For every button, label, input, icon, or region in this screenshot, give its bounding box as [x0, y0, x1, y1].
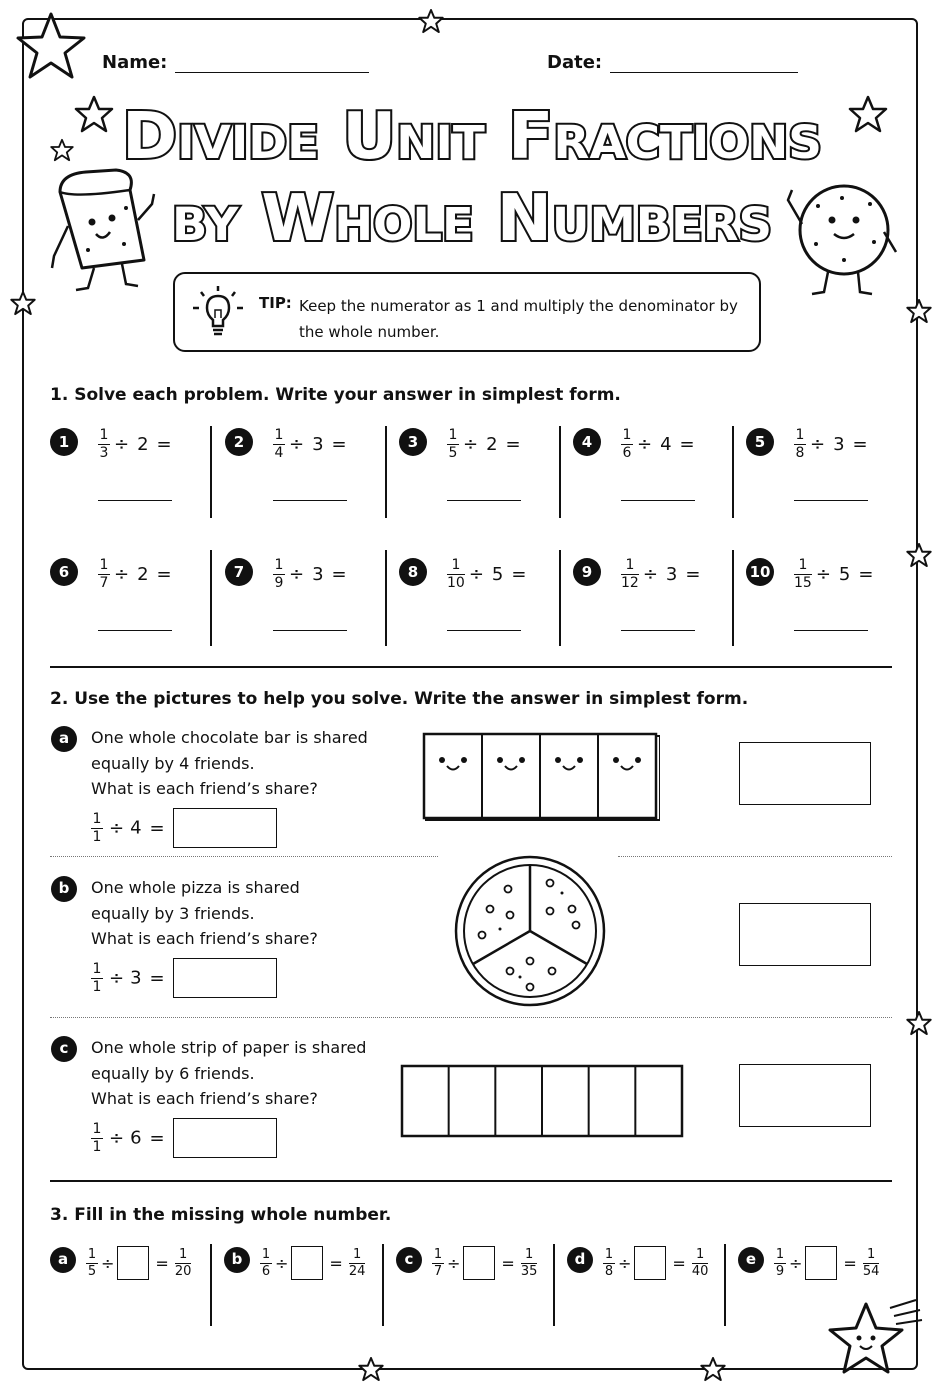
numerator: 1: [92, 960, 102, 977]
answer-line[interactable]: [273, 500, 347, 501]
column-divider: [210, 550, 212, 646]
numerator: 1: [795, 427, 805, 443]
fraction: [91, 1122, 103, 1155]
divisor: 5: [491, 564, 504, 585]
denominator: 6: [622, 445, 632, 461]
part-text-line: equally by 6 friends.: [91, 1063, 255, 1083]
missing-number-box[interactable]: [117, 1246, 149, 1280]
problem-expression: $\frac{1}{5}$ ÷ 2 =: [448, 427, 521, 461]
star-icon: [906, 1010, 932, 1036]
fraction: [349, 1248, 366, 1279]
fraction: [447, 558, 465, 591]
name-field[interactable]: [102, 52, 369, 73]
problem-10: [746, 558, 886, 668]
denominator: 15: [794, 575, 812, 591]
answer-line[interactable]: [98, 500, 172, 501]
denominator: 24: [348, 1263, 366, 1279]
toast-character-icon: [46, 164, 166, 296]
fraction: [794, 428, 806, 461]
fraction: [175, 1248, 192, 1279]
part-letter-a: a: [51, 726, 77, 752]
part-expression: $\frac{1}{1}$ ÷ 6 =: [91, 1118, 277, 1158]
problem-1: [50, 428, 190, 538]
star-icon: [50, 138, 74, 162]
numerator: 1: [352, 1246, 362, 1262]
numerator: 1: [178, 1246, 188, 1262]
section3-title: 3. Fill in the missing whole number.: [50, 1205, 392, 1225]
fraction: [521, 1248, 538, 1279]
problem-expression: $\frac{1}{7}$ ÷ 2 =: [99, 557, 172, 591]
part-text-line: One whole pizza is shared: [91, 878, 300, 897]
problem-number: 4: [573, 428, 601, 456]
section2-title: 2. Use the pictures to help you solve. Write the answer in simplest form.: [50, 689, 749, 709]
star-icon: [906, 298, 932, 324]
problem-expression: $\frac{1}{15}$ ÷ 5 =: [794, 557, 874, 591]
title-line2: by Whole Numbers: [172, 182, 772, 256]
divisor: 2: [137, 564, 149, 585]
divisor: 4: [660, 434, 672, 455]
problem-6: [50, 558, 190, 668]
fill-item-d: $\frac{1}{8}$ ÷ = $\frac{1}{40}$: [604, 1246, 709, 1279]
fraction: [774, 1248, 786, 1279]
problem-7: [225, 558, 365, 668]
fraction: [432, 1248, 444, 1279]
answer-box-c[interactable]: [739, 1064, 871, 1127]
star-icon: [418, 8, 444, 34]
divisor: 2: [486, 434, 498, 455]
problem-number: 5: [746, 428, 774, 456]
star-icon: [700, 1356, 726, 1382]
tip-label: TIP:: [259, 294, 292, 312]
divisor: 3: [833, 434, 845, 455]
divisor: 3: [312, 434, 324, 455]
divisor: 4: [130, 817, 142, 839]
fraction: [273, 558, 285, 591]
name-label: Name:: [102, 52, 168, 73]
fraction: [98, 428, 110, 461]
problem-expression: $\frac{1}{12}$ ÷ 3 =: [621, 557, 701, 591]
divisor: 6: [130, 1127, 142, 1149]
date-label: Date:: [547, 52, 603, 73]
expression-answer-box[interactable]: [173, 1118, 277, 1158]
fraction: [98, 558, 110, 591]
star-icon: [10, 290, 36, 316]
answer-box-b[interactable]: [739, 903, 871, 966]
denominator: 40: [691, 1263, 709, 1279]
missing-number-box[interactable]: [805, 1246, 837, 1280]
column-divider: [385, 426, 387, 518]
chocolate-bar-picture: [420, 730, 660, 822]
denominator: 1: [92, 1138, 102, 1155]
numerator: 1: [451, 557, 461, 573]
denominator: 9: [274, 575, 284, 591]
fill-letter-a: a: [50, 1247, 76, 1273]
fill-item-c: $\frac{1}{7}$ ÷ = $\frac{1}{35}$: [433, 1246, 538, 1279]
numerator: 1: [99, 427, 109, 443]
fill-item-b: $\frac{1}{6}$ ÷ = $\frac{1}{24}$: [261, 1246, 366, 1279]
fill-item-a: $\frac{1}{5}$ ÷ = $\frac{1}{20}$: [87, 1246, 192, 1279]
answer-line[interactable]: [621, 500, 695, 501]
column-divider: [724, 1244, 726, 1326]
column-divider: [559, 550, 561, 646]
tip-box: [173, 272, 761, 352]
answer-line[interactable]: [794, 500, 868, 501]
column-divider: [210, 426, 212, 518]
smiling-star-icon: [826, 1298, 926, 1384]
denominator: 9: [775, 1263, 785, 1279]
column-divider: [385, 550, 387, 646]
problem-number: 9: [573, 558, 601, 586]
fraction: [603, 1248, 615, 1279]
expression-answer-box[interactable]: [173, 808, 277, 848]
denominator: 7: [99, 575, 109, 591]
star-icon: [14, 10, 88, 84]
fraction: [692, 1248, 709, 1279]
fraction: [273, 428, 285, 461]
answer-box-a[interactable]: [739, 742, 871, 805]
problem-number: 7: [225, 558, 253, 586]
dotted-divider: [50, 1017, 892, 1018]
divider: [50, 1180, 892, 1182]
numerator: 1: [274, 557, 284, 573]
answer-line[interactable]: [273, 630, 347, 631]
part-letter-b: b: [51, 876, 77, 902]
problem-5: [746, 428, 886, 538]
pizza-picture: [452, 853, 608, 1009]
divider: [50, 666, 892, 668]
answer-line[interactable]: [447, 500, 521, 501]
numerator: 1: [798, 557, 808, 573]
numerator: 1: [524, 1246, 534, 1262]
divisor: 3: [130, 967, 142, 989]
numerator: 1: [604, 1246, 614, 1262]
denominator: 1: [92, 828, 102, 845]
answer-line[interactable]: [98, 630, 172, 631]
numerator: 1: [448, 427, 458, 443]
section1-title: 1. Solve each problem. Write your answer in simplest form.: [50, 385, 621, 405]
answer-line[interactable]: [621, 630, 695, 631]
problem-number: 6: [50, 558, 78, 586]
numerator: 1: [261, 1246, 271, 1262]
missing-number-box[interactable]: [463, 1246, 495, 1280]
missing-number-box[interactable]: [634, 1246, 666, 1280]
divisor: 2: [137, 434, 149, 455]
numerator: 1: [87, 1246, 97, 1262]
numerator: 1: [92, 810, 102, 827]
fraction: [86, 1248, 98, 1279]
numerator: 1: [274, 427, 284, 443]
column-divider: [553, 1244, 555, 1326]
numerator: 1: [695, 1246, 705, 1262]
denominator: 10: [447, 575, 465, 591]
denominator: 8: [795, 445, 805, 461]
column-divider: [382, 1244, 384, 1326]
denominator: 35: [520, 1263, 538, 1279]
problem-9: [573, 558, 713, 668]
date-field[interactable]: [547, 52, 798, 73]
fraction: [621, 428, 633, 461]
name-line[interactable]: [175, 54, 369, 73]
fraction: [447, 428, 459, 461]
star-icon: [848, 94, 888, 134]
fraction: [863, 1248, 880, 1279]
denominator: 12: [621, 575, 639, 591]
date-line[interactable]: [610, 54, 798, 73]
problem-3: [399, 428, 539, 538]
fill-item-e: $\frac{1}{9}$ ÷ = $\frac{1}{54}$: [775, 1246, 880, 1279]
fraction: [621, 558, 639, 591]
problem-2: [225, 428, 365, 538]
denominator: 20: [174, 1263, 192, 1279]
problem-expression: $\frac{1}{6}$ ÷ 4 =: [622, 427, 695, 461]
denominator: 4: [274, 445, 284, 461]
numerator: 1: [866, 1246, 876, 1262]
denominator: 3: [99, 445, 109, 461]
column-divider: [559, 426, 561, 518]
problem-expression: $\frac{1}{9}$ ÷ 3 =: [274, 557, 347, 591]
fraction: [91, 812, 103, 845]
part-text-line: One whole strip of paper is shared: [91, 1038, 367, 1057]
star-icon: [358, 1356, 384, 1382]
problem-4: [573, 428, 713, 538]
column-divider: [732, 550, 734, 646]
problem-8: [399, 558, 539, 668]
part-text-line: equally by 4 friends.: [91, 753, 255, 773]
part-letter-c: c: [51, 1036, 77, 1062]
column-divider: [210, 1244, 212, 1326]
problem-number: 2: [225, 428, 253, 456]
divisor: 3: [312, 564, 324, 585]
cookie-character-icon: [780, 180, 904, 302]
fraction: [91, 962, 103, 995]
denominator: 54: [862, 1263, 880, 1279]
fill-letter-b: b: [224, 1247, 250, 1273]
star-icon: [906, 542, 932, 568]
denominator: 6: [261, 1263, 271, 1279]
numerator: 1: [433, 1246, 443, 1262]
expression-answer-box[interactable]: [173, 958, 277, 998]
dotted-divider: [618, 856, 892, 857]
denominator: 5: [87, 1263, 97, 1279]
problem-number: 1: [50, 428, 78, 456]
numerator: 1: [99, 557, 109, 573]
numerator: 1: [92, 1120, 102, 1137]
worksheet-title: [100, 88, 844, 258]
part-expression: $\frac{1}{1}$ ÷ 3 =: [91, 958, 277, 998]
column-divider: [732, 426, 734, 518]
divisor: 5: [838, 564, 851, 585]
denominator: 1: [92, 978, 102, 995]
part-text-line: What is each friend’s share?: [91, 1089, 318, 1108]
part-expression: $\frac{1}{1}$ ÷ 4 =: [91, 808, 277, 848]
answer-line[interactable]: [794, 630, 868, 631]
title-line1: Divide Unit Fractions: [122, 100, 822, 174]
lightbulb-icon: [189, 282, 247, 342]
fraction: [260, 1248, 272, 1279]
part-text-line: What is each friend’s share?: [91, 779, 318, 798]
part-text-line: One whole chocolate bar is shared: [91, 728, 368, 747]
fill-letter-c: c: [396, 1247, 422, 1273]
problem-expression: $\frac{1}{3}$ ÷ 2 =: [99, 427, 172, 461]
dotted-divider: [50, 856, 438, 857]
answer-line[interactable]: [447, 630, 521, 631]
paper-strip-picture: [400, 1064, 684, 1138]
part-text-line: What is each friend’s share?: [91, 929, 318, 948]
problem-expression: $\frac{1}{4}$ ÷ 3 =: [274, 427, 347, 461]
numerator: 1: [625, 557, 635, 573]
missing-number-box[interactable]: [291, 1246, 323, 1280]
part-text-line: equally by 3 friends.: [91, 903, 255, 923]
numerator: 1: [775, 1246, 785, 1262]
denominator: 8: [604, 1263, 614, 1279]
divisor: 3: [665, 564, 678, 585]
denominator: 7: [433, 1263, 443, 1279]
problem-number: 3: [399, 428, 427, 456]
numerator: 1: [622, 427, 632, 443]
problem-number: 8: [399, 558, 427, 586]
denominator: 5: [448, 445, 458, 461]
problem-expression: $\frac{1}{10}$ ÷ 5 =: [447, 557, 527, 591]
fraction: [794, 558, 812, 591]
fill-letter-d: d: [567, 1247, 593, 1273]
fill-letter-e: e: [738, 1247, 764, 1273]
tip-text: Keep the numerator as 1 and multiply the denominator by the whole number.: [299, 297, 738, 341]
problem-number: 10: [746, 558, 774, 586]
problem-expression: $\frac{1}{8}$ ÷ 3 =: [795, 427, 868, 461]
